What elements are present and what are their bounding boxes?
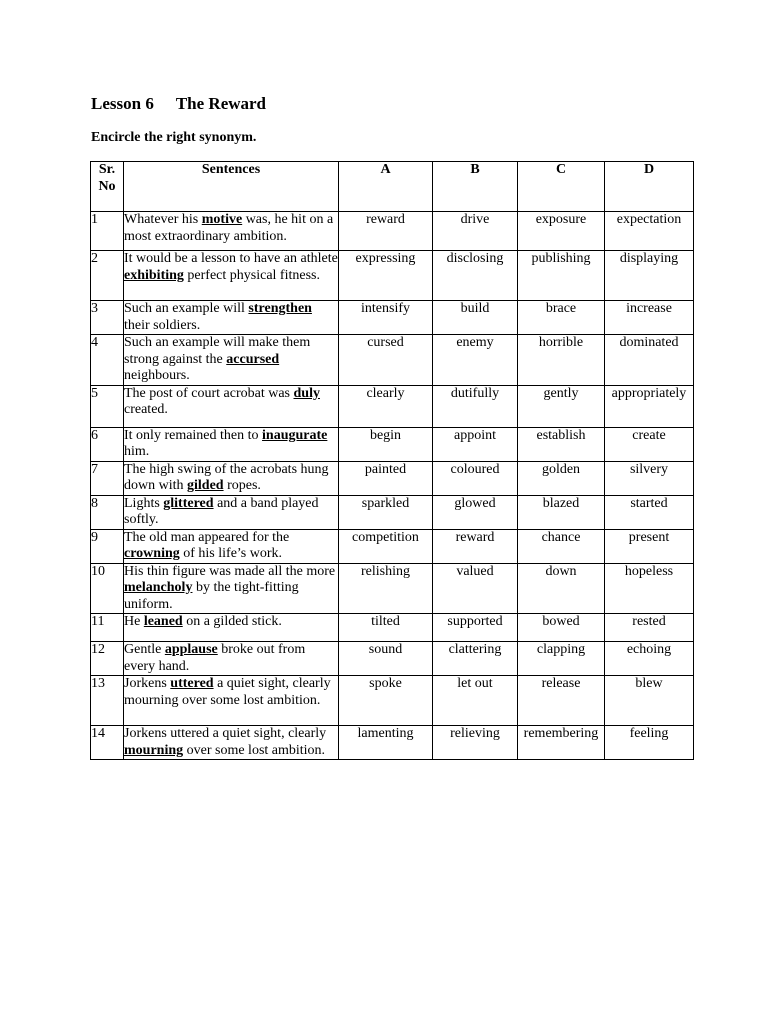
row-number: 9: [91, 529, 124, 563]
sentence-cell: [124, 212, 339, 251]
table-row: [91, 251, 694, 301]
option-b[interactable]: supported: [433, 614, 518, 642]
option-a[interactable]: tilted: [339, 614, 433, 642]
option-c[interactable]: remembering: [518, 726, 605, 760]
header-row: [91, 162, 694, 212]
header-option-a: A: [339, 162, 433, 212]
highlighted-word: melancholy: [124, 580, 193, 595]
option-c[interactable]: brace: [518, 301, 605, 335]
option-d[interactable]: displaying: [605, 251, 694, 301]
sentence-text-after: and a band played softly.: [124, 495, 319, 527]
option-a[interactable]: expressing: [339, 251, 433, 301]
sentence-cell: [124, 676, 339, 726]
option-c[interactable]: horrible: [518, 335, 605, 386]
option-b[interactable]: glowed: [433, 495, 518, 529]
option-a[interactable]: clearly: [339, 385, 433, 427]
row-number: 6: [91, 427, 124, 461]
highlighted-word: exhibiting: [124, 267, 184, 283]
sentence-text-after: of his life’s work.: [179, 546, 283, 561]
sentence-text-before: Gentle: [124, 642, 165, 657]
option-d[interactable]: blew: [605, 676, 694, 726]
option-c[interactable]: release: [518, 676, 605, 726]
option-b[interactable]: coloured: [433, 461, 518, 495]
header-option-c: C: [518, 162, 605, 212]
option-a[interactable]: reward: [339, 212, 433, 251]
option-a[interactable]: begin: [339, 427, 433, 461]
option-c[interactable]: blazed: [518, 495, 605, 529]
highlighted-word: uttered: [170, 676, 214, 691]
option-a[interactable]: relishing: [339, 563, 433, 614]
option-c[interactable]: gently: [518, 385, 605, 427]
row-number: 2: [91, 251, 124, 301]
header-sr-no: Sr. No: [91, 162, 124, 212]
table-row: [91, 642, 694, 676]
sentence-text-after: their soldiers.: [124, 317, 201, 333]
option-a[interactable]: intensify: [339, 301, 433, 335]
option-d[interactable]: rested: [605, 614, 694, 642]
row-number: 14: [91, 726, 124, 760]
table-row: [91, 335, 694, 386]
option-d[interactable]: started: [605, 495, 694, 529]
option-b[interactable]: relieving: [433, 726, 518, 760]
sentence-text-after: a quiet sight, clearly mourning over some lost ambition.: [124, 676, 331, 708]
option-a[interactable]: lamenting: [339, 726, 433, 760]
option-d[interactable]: echoing: [605, 642, 694, 676]
sentence-text-after: ropes.: [223, 478, 261, 493]
table-row: [91, 495, 694, 529]
highlighted-word: duly: [293, 385, 320, 401]
option-d[interactable]: expectation: [605, 212, 694, 251]
row-number: 5: [91, 385, 124, 427]
option-d[interactable]: appropriately: [605, 385, 694, 427]
option-c[interactable]: down: [518, 563, 605, 614]
highlighted-word: motive: [201, 212, 243, 227]
sentence-text-before: It only remained then to: [124, 427, 263, 443]
option-a[interactable]: cursed: [339, 335, 433, 386]
synonym-table: [90, 161, 694, 760]
option-b[interactable]: clattering: [433, 642, 518, 676]
option-d[interactable]: silvery: [605, 461, 694, 495]
option-b[interactable]: let out: [433, 676, 518, 726]
sentence-text-after: by the tight-fitting uniform.: [124, 580, 299, 612]
sentence-cell: [124, 563, 339, 614]
option-a[interactable]: sparkled: [339, 495, 433, 529]
sentence-text-before: The old man appeared for the: [124, 529, 290, 545]
sentence-text-after: created.: [124, 402, 168, 417]
highlighted-word: gilded: [187, 478, 224, 493]
header-option-d: D: [605, 162, 694, 212]
option-d[interactable]: dominated: [605, 335, 694, 386]
row-number: 8: [91, 495, 124, 529]
sentence-cell: [124, 427, 339, 461]
highlighted-word: crowning: [124, 546, 180, 561]
sentence-cell: [124, 301, 339, 335]
table-row: [91, 427, 694, 461]
sentence-text-before: Lights: [124, 495, 164, 511]
highlighted-word: strengthen: [248, 301, 312, 316]
sentence-text-after: neighbours.: [124, 368, 190, 383]
sentence-cell: [124, 385, 339, 427]
option-b[interactable]: build: [433, 301, 518, 335]
table-row: [91, 461, 694, 495]
sentence-text-before: Jorkens uttered a quiet sight, clearly: [124, 726, 327, 741]
sentence-text-before: Whatever his: [124, 212, 202, 227]
lesson-name: The Reward: [175, 94, 267, 113]
sentence-cell: [124, 251, 339, 301]
option-c[interactable]: chance: [518, 529, 605, 563]
lesson-number: Lesson 6: [91, 94, 154, 113]
table-row: [91, 212, 694, 251]
sentence-text-before: The high swing of the acrobats hung down with: [124, 461, 329, 493]
sentence-cell: [124, 335, 339, 386]
row-number: 12: [91, 642, 124, 676]
highlighted-word: mourning: [124, 742, 184, 758]
option-b[interactable]: reward: [433, 529, 518, 563]
option-d[interactable]: create: [605, 427, 694, 461]
row-number: 7: [91, 461, 124, 495]
highlighted-word: accursed: [226, 351, 280, 367]
sentence-cell: [124, 726, 339, 760]
option-d[interactable]: hopeless: [605, 563, 694, 614]
option-b[interactable]: enemy: [433, 335, 518, 386]
row-number: 13: [91, 676, 124, 726]
option-c[interactable]: publishing: [518, 251, 605, 301]
option-b[interactable]: drive: [433, 212, 518, 251]
option-c[interactable]: clapping: [518, 642, 605, 676]
sentence-cell: [124, 642, 339, 676]
table-row: [91, 385, 694, 427]
sentence-text-before: Such an example will: [124, 301, 249, 316]
option-d[interactable]: present: [605, 529, 694, 563]
instruction-text: Encircle the right synonym.: [91, 130, 257, 145]
table-body: [91, 212, 694, 760]
option-b[interactable]: valued: [433, 563, 518, 614]
option-c[interactable]: golden: [518, 461, 605, 495]
table-row: [91, 676, 694, 726]
sentence-text-before: His thin figure was made all the more: [124, 563, 336, 579]
option-b[interactable]: appoint: [433, 427, 518, 461]
option-d[interactable]: increase: [605, 301, 694, 335]
option-c[interactable]: bowed: [518, 614, 605, 642]
option-b[interactable]: disclosing: [433, 251, 518, 301]
sentence-text-after: perfect physical fitness.: [183, 267, 320, 283]
sentence-text-before: The post of court acrobat was: [124, 385, 294, 401]
table-row: [91, 614, 694, 642]
row-number: 1: [91, 212, 124, 251]
option-d[interactable]: feeling: [605, 726, 694, 760]
table-row: [91, 726, 694, 760]
sentence-text-after: over some lost ambition.: [183, 742, 326, 758]
highlighted-word: inaugurate: [262, 427, 328, 443]
sentence-text-before: Jorkens: [124, 676, 171, 691]
sentence-cell: [124, 495, 339, 529]
sentence-cell: [124, 461, 339, 495]
highlighted-word: applause: [164, 642, 218, 657]
table-row: [91, 529, 694, 563]
sentence-text-after: on a gilded stick.: [182, 614, 282, 629]
option-a[interactable]: competition: [339, 529, 433, 563]
option-a[interactable]: spoke: [339, 676, 433, 726]
header-sentences: Sentences: [124, 162, 339, 212]
header-option-b: B: [433, 162, 518, 212]
sentence-text-before: It would be a lesson to have an athlete: [124, 251, 338, 266]
row-number: 4: [91, 335, 124, 386]
lesson-title: [91, 94, 266, 114]
sentence-text-after: broke out from every hand.: [124, 642, 306, 674]
table-row: [91, 563, 694, 614]
sentence-text-before: Such an example will make them strong against the: [124, 335, 311, 367]
row-number: 11: [91, 614, 124, 642]
option-a[interactable]: painted: [339, 461, 433, 495]
option-c[interactable]: establish: [518, 427, 605, 461]
row-number: 3: [91, 301, 124, 335]
sentence-cell: [124, 614, 339, 642]
highlighted-word: glittered: [163, 495, 214, 511]
table-row: [91, 301, 694, 335]
sentence-text-after: him.: [124, 444, 150, 459]
sentence-text-before: He: [124, 614, 144, 629]
highlighted-word: leaned: [143, 614, 183, 629]
option-a[interactable]: sound: [339, 642, 433, 676]
sentence-cell: [124, 529, 339, 563]
row-number: 10: [91, 563, 124, 614]
option-c[interactable]: exposure: [518, 212, 605, 251]
sentence-text-after: was, he hit on a most extraordinary ambition.: [124, 212, 334, 244]
option-b[interactable]: dutifully: [433, 385, 518, 427]
